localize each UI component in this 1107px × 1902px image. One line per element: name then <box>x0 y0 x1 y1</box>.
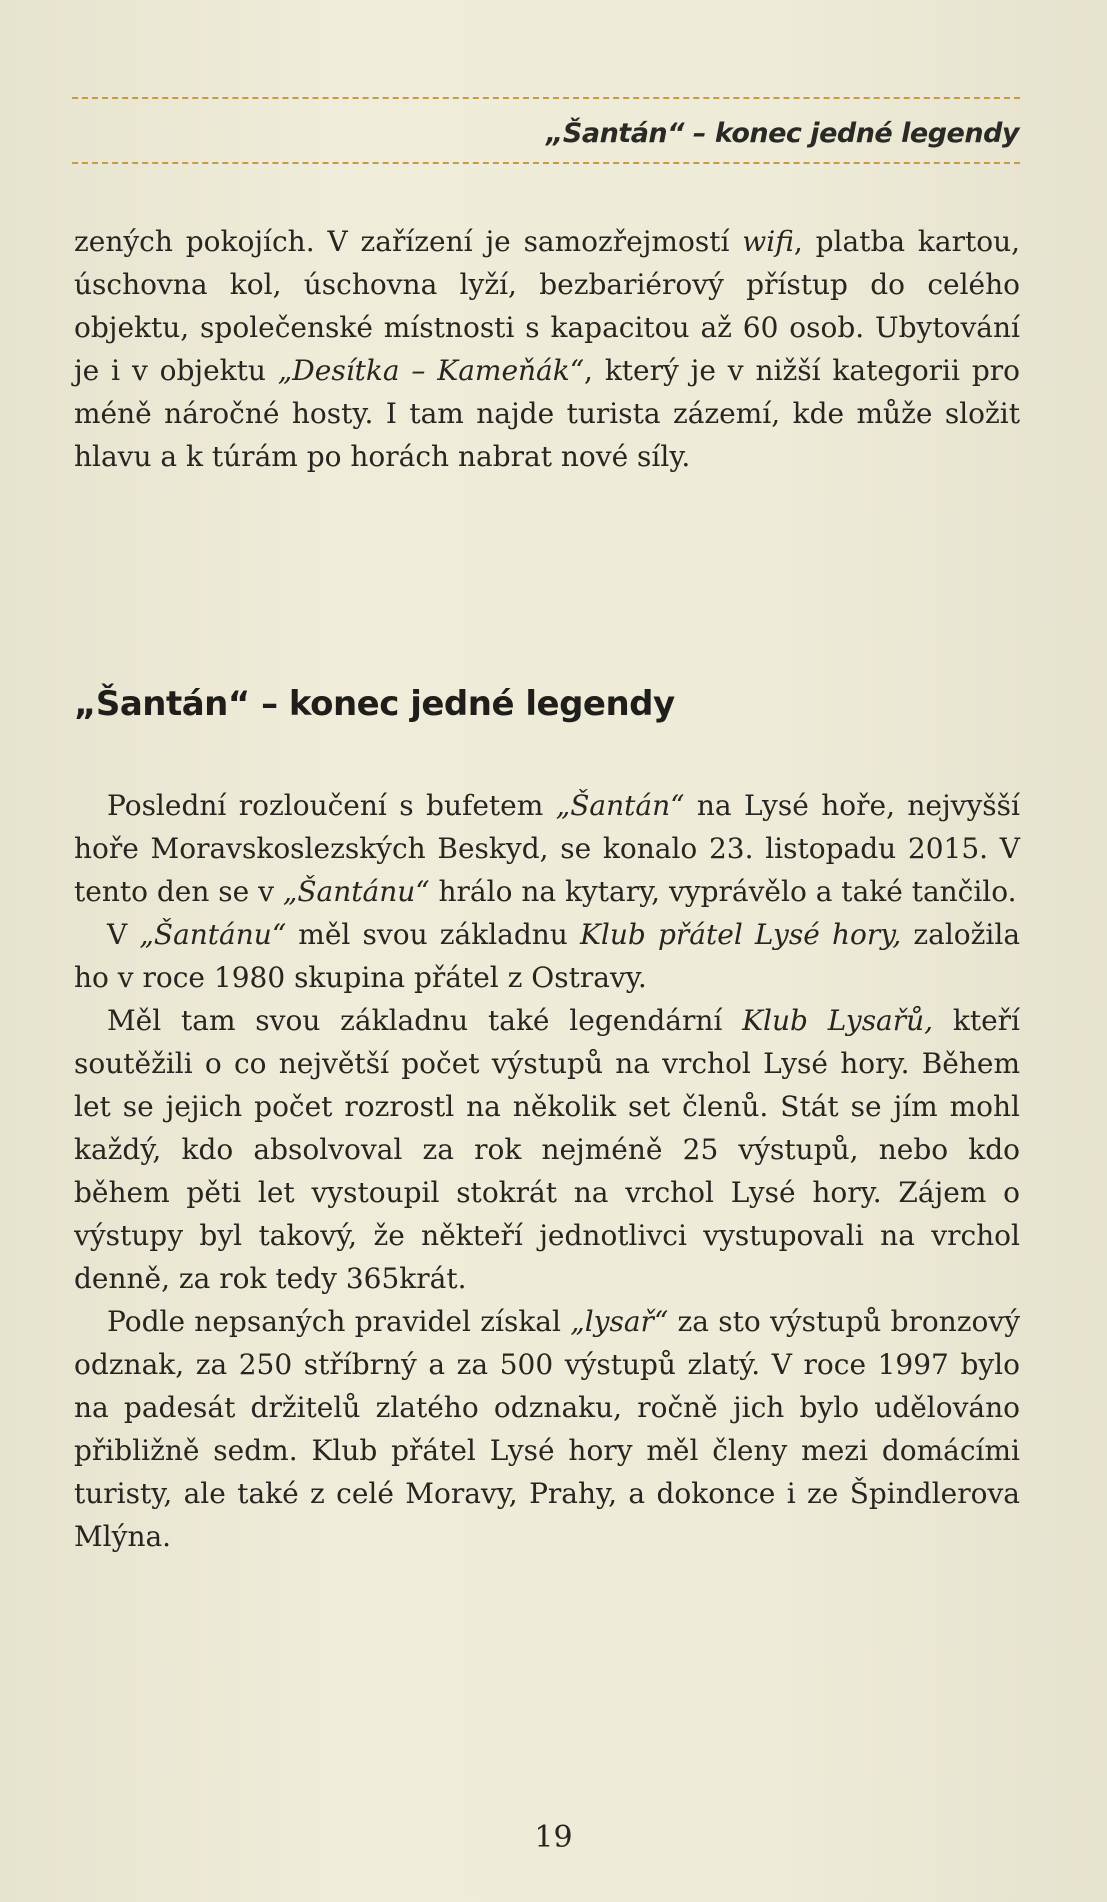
text-run: V <box>107 918 140 951</box>
text-run: , platba kartou, úschovna kol, úschovna lyží, bezbariérový přístup do celého objektu, společenské místnosti s kapacitou až 60 osob. Ubytování je i v objektu <box>74 225 1021 387</box>
text-run: na Lysé hoře, nejvyšší hoře Moravskoslezských Beskyd, se konalo 23. listopadu 2015. V tento den se v <box>74 789 1020 908</box>
paragraph <box>74 913 1020 999</box>
running-header: „Šantán“ – konec jedné legendy <box>546 118 1019 149</box>
italic-text: Klub Lysařů, <box>742 1004 934 1037</box>
text-run: , který je v nižší kategorii pro méně náročné hosty. I tam najde turista zázemí, kde může složit hlavu a k túrám po horách nabrat nové síly. <box>74 354 1021 473</box>
section-body <box>74 784 1020 1558</box>
section-heading: „Šantán“ – konec jedné legendy <box>74 684 675 724</box>
italic-text: „Šantánu“ <box>139 918 287 951</box>
text-run: Podle nepsaných pravidel získal <box>107 1305 571 1338</box>
paragraph <box>74 784 1020 913</box>
italic-text: „Šantánu“ <box>282 875 430 908</box>
header-rule-top <box>72 97 1020 99</box>
italic-text: „Desítka – Kameňák“ <box>277 354 585 387</box>
text-run: zených pokojích. V zařízení je samozřejmostí <box>74 225 743 258</box>
page-number: 19 <box>534 1820 573 1855</box>
italic-text: wifi <box>742 225 794 258</box>
text-run: hrálo na kytary, vyprávělo a také tančilo. <box>429 875 1017 908</box>
paragraph <box>74 1300 1020 1558</box>
italic-text: „lysař“ <box>570 1305 669 1338</box>
text-run: měl svou základnu <box>286 918 580 951</box>
text-run: Poslední rozloučení s bufetem <box>107 789 556 822</box>
text-run: založila ho v roce 1980 skupina přátel z Ostravy. <box>74 918 1021 994</box>
italic-text: Klub přátel Lysé hory, <box>580 918 902 951</box>
continuation-paragraph <box>74 220 1020 478</box>
text-run: kteří soutěžili o co největší počet výstupů na vrchol Lysé hory. Během let se jejich počet rozrostl na několik set členů. Stát se jím mohl každý, kdo absolvoval za rok nejméně 25 výstupů, nebo kdo během pěti let vystoupil stokrát na vrchol Lysé hory. Zájem o výstupy byl takový, že někteří jednotlivci vystupovali na vrchol denně, za rok tedy 365krát. <box>74 1004 1021 1295</box>
italic-text: „Šantán“ <box>555 789 685 822</box>
paragraph <box>74 220 1020 478</box>
header-rule-bottom <box>72 162 1020 164</box>
paragraph <box>74 999 1020 1300</box>
text-run: Měl tam svou základnu také legendární <box>107 1004 743 1037</box>
text-run: za sto výstupů bronzový odznak, za 250 stříbrný a za 500 výstupů zlatý. V roce 1997 bylo na padesát držitelů zlatého odznaku, ročně jich bylo udělováno přibližně sedm. Klub přátel Lysé hory měl členy mezi domácími turisty, ale také z celé Moravy, Prahy, a dokonce i ze Špindlerova Mlýna. <box>74 1305 1021 1553</box>
